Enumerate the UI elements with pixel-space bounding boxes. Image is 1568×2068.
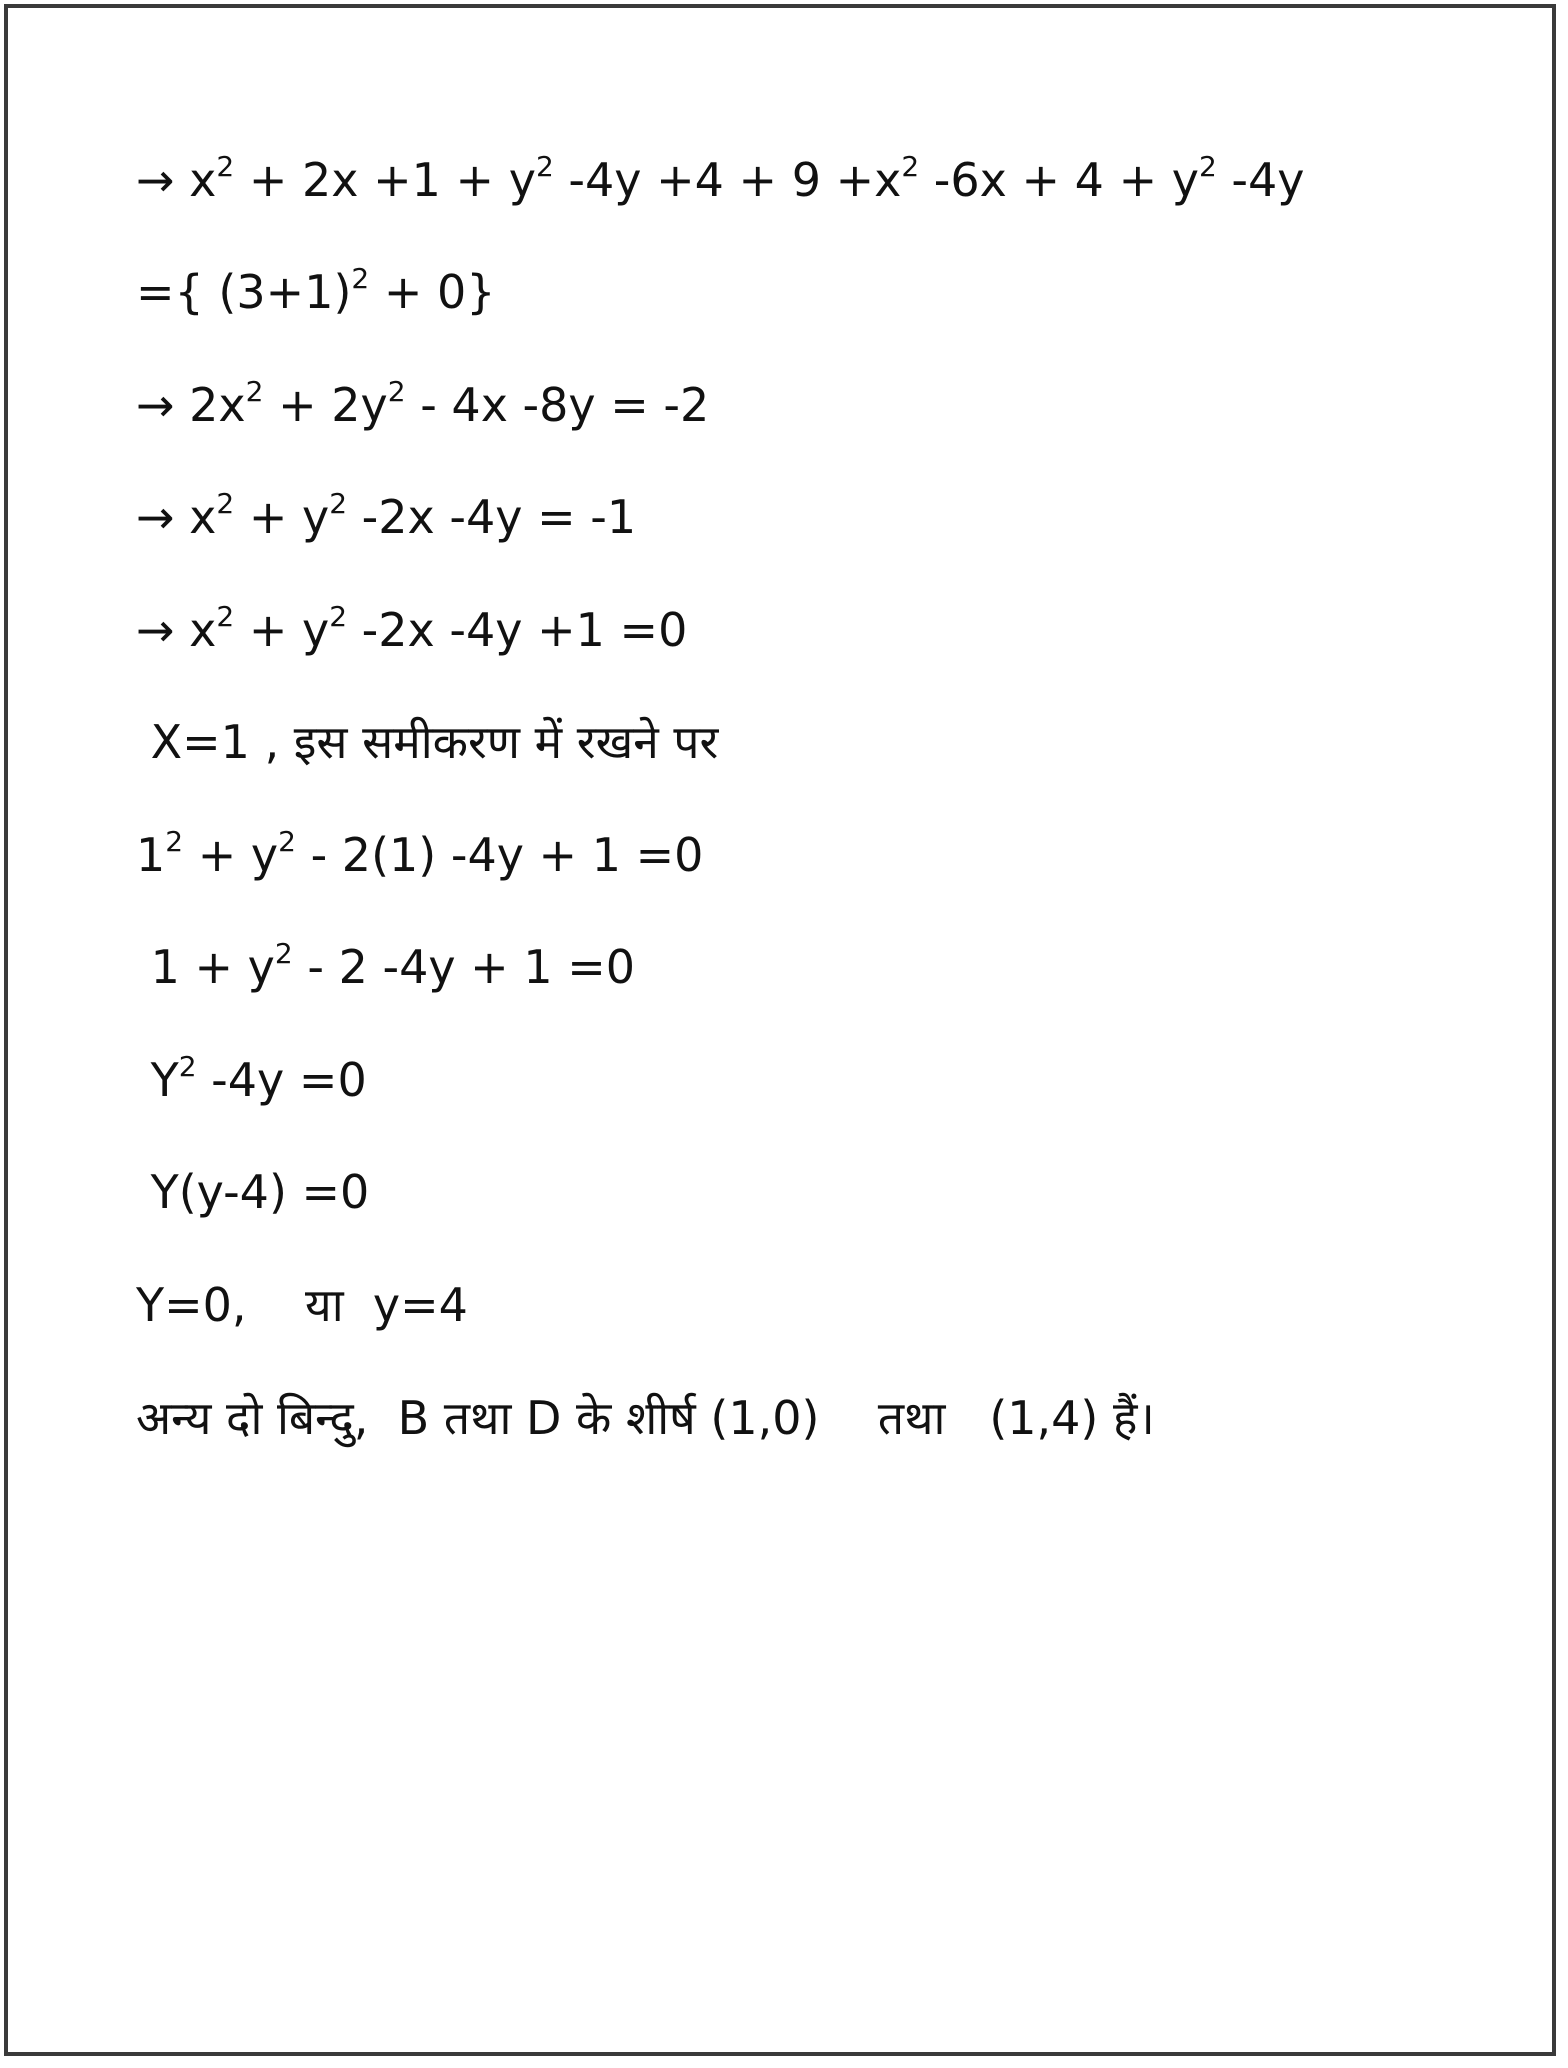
equation-line-7 (136, 825, 703, 892)
equation-line-8 (136, 937, 635, 1004)
superscript-exponent: 2 (216, 487, 235, 520)
equation-line-1 (136, 150, 1305, 217)
equation-line-9 (136, 1050, 367, 1117)
text-run: -2x -4y +1 =0 (347, 603, 688, 657)
text-run: 1 (136, 828, 166, 882)
conclusion-line (136, 1388, 1155, 1448)
superscript-exponent: 2 (216, 150, 235, 183)
text-run: -2x -4y = -1 (347, 490, 637, 544)
text-run: + 2x +1 + y (234, 153, 536, 207)
text-run: - 4x -8y = -2 (405, 378, 710, 432)
text-run: - 2(1) -4y + 1 =0 (295, 828, 704, 882)
equation-line-10 (136, 1162, 369, 1222)
document-page (4, 4, 1556, 2056)
text-run: → x (136, 603, 217, 657)
superscript-exponent: 2 (535, 150, 554, 183)
superscript-exponent: 2 (901, 150, 920, 183)
text-run: + y (183, 828, 279, 882)
text-run: -4y (1216, 153, 1305, 207)
text-run: 1 + y (136, 940, 275, 994)
superscript-exponent: 2 (165, 825, 184, 858)
equation-line-3 (136, 375, 709, 442)
superscript-exponent: 2 (278, 825, 296, 858)
text-run: Y=0, या y=4 (136, 1278, 468, 1332)
text-run: → x (136, 490, 217, 544)
superscript-exponent: 2 (1198, 150, 1217, 183)
text-run: + y (234, 603, 330, 657)
equation-line-2 (136, 262, 496, 329)
text-run: X=1 , इस समीकरण में रखने पर (136, 715, 719, 769)
text-line-6 (136, 712, 718, 772)
superscript-exponent: 2 (216, 600, 235, 633)
text-run: → x (136, 153, 217, 207)
text-run: → 2x (136, 378, 246, 432)
text-run: -6x + 4 + y (919, 153, 1199, 207)
equation-line-4 (136, 487, 636, 554)
text-run: + 0} (369, 265, 496, 319)
superscript-exponent: 2 (245, 375, 264, 408)
superscript-exponent: 2 (351, 262, 370, 295)
equation-line-5 (136, 600, 687, 667)
superscript-exponent: 2 (274, 937, 293, 970)
superscript-exponent: 2 (329, 487, 348, 520)
text-run: - 2 -4y + 1 =0 (292, 940, 636, 994)
text-run: + y (234, 490, 330, 544)
text-run: Y (136, 1053, 179, 1107)
equation-line-11 (136, 1275, 468, 1335)
superscript-exponent: 2 (387, 375, 406, 408)
text-run: -4y +4 + 9 +x (553, 153, 902, 207)
superscript-exponent: 2 (329, 600, 348, 633)
text-run: + 2y (263, 378, 388, 432)
text-run: Y(y-4) =0 (136, 1165, 370, 1219)
text-run: ={ (3+1) (136, 265, 352, 319)
text-run: अन्य दो बिन्दु, B तथा D के शीर्ष (1,0) तथा (1,4) हैं। (136, 1391, 1155, 1445)
text-run: -4y =0 (196, 1053, 367, 1107)
superscript-exponent: 2 (178, 1050, 197, 1083)
